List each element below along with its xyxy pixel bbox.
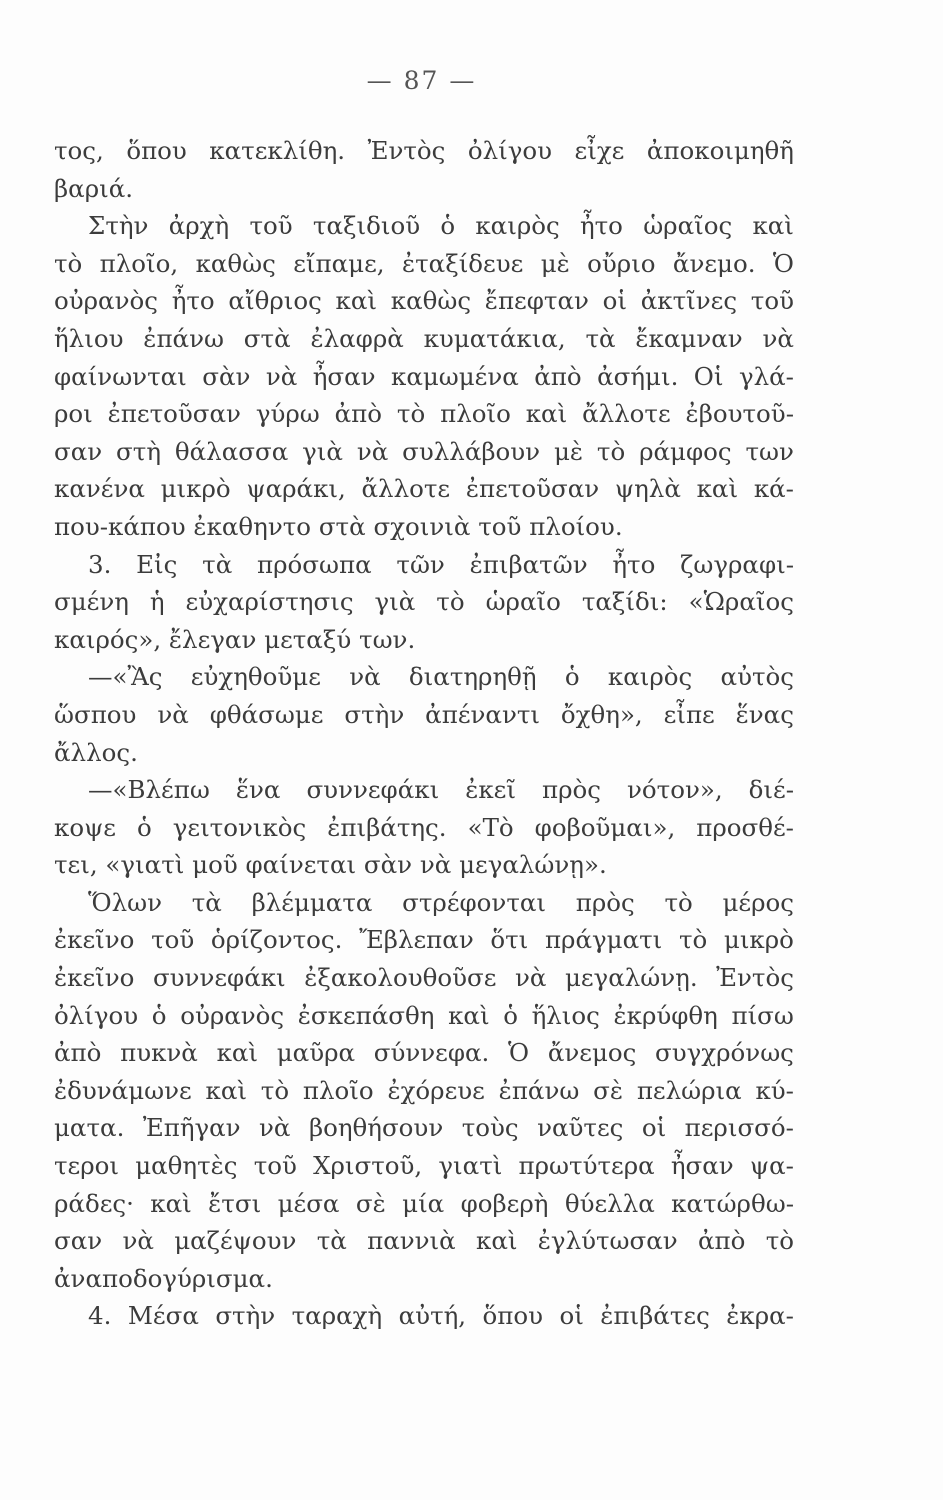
text-line: καιρός», ἔλεγαν μεταξύ των.	[54, 624, 416, 654]
text-line: κοψε ὁ γειτονικὸς ἐπιβάτης. «Τὸ φοβοῦμαι», προσθέ-	[54, 812, 794, 842]
text-line: ράδες· καὶ ἔτσι μέσα σὲ μία φοβερὴ θύελλα κατώρθω-	[54, 1188, 794, 1218]
text-line: —«Βλέπω ἕνα συννεφάκι ἐκεῖ πρὸς νότον», διέ-	[88, 775, 794, 805]
text-line: ὥσπου νὰ φθάσωμε στὴν ἀπέναντι ὄχθη», εἶπε ἕνας	[54, 699, 794, 729]
text-line: Στὴν ἀρχὴ τοῦ ταξιδιοῦ ὁ καιρὸς ἦτο ὡραῖος καὶ	[88, 211, 794, 241]
text-line: ἄλλος.	[54, 737, 138, 767]
text-line: ἐκεῖνο τοῦ ὁρίζοντος. Ἔβλεπαν ὅτι πράγματι τὸ μικρὸ	[54, 925, 794, 955]
text-line: τὸ πλοῖο, καθὼς εἴπαμε, ἐταξίδευε μὲ οὔριο ἄνεμο. Ὁ	[54, 248, 794, 278]
text-line: σαν στὴ θάλασσα γιὰ νὰ συλλάβουν μὲ τὸ ράμφος των	[54, 436, 794, 466]
text-line: 4. Μέσα στὴν ταραχὴ αὐτή, ὅπου οἱ ἐπιβάτες ἐκρα-	[88, 1301, 794, 1331]
text-line: τος, ὅπου κατεκλίθη. Ἐντὸς ὀλίγου εἶχε ἀποκοιμηθῆ	[54, 136, 794, 165]
text-line: τεροι μαθητὲς τοῦ Χριστοῦ, γιατὶ πρωτύτερα ἦσαν ψα-	[54, 1151, 794, 1181]
page-number: — 87 —	[366, 66, 477, 95]
text-line: που-κάπου ἐκαθηντο στὰ σχοινιὰ τοῦ πλοίου.	[54, 511, 623, 541]
text-line: ἐκεῖνο συννεφάκι ἐξακολουθοῦσε νὰ μεγαλώνῃ. Ἐντὸς	[54, 963, 794, 993]
text-line: φαίνωνται σὰν νὰ ἦσαν καμωμένα ἀπὸ ἀσήμι. Οἱ γλά-	[54, 361, 794, 391]
body-text	[54, 132, 794, 1335]
text-line: ὀλίγου ὁ οὐρανὸς ἐσκεπάσθη καὶ ὁ ἥλιος ἐκρύφθη πίσω	[54, 1000, 794, 1030]
text-line: Ὅλων τὰ βλέμματα στρέφονται πρὸς τὸ μέρος	[88, 887, 794, 917]
text-line: κανένα μικρὸ ψαράκι, ἄλλοτε ἐπετοῦσαν ψηλὰ καὶ κά-	[54, 474, 794, 504]
text-line: —«Ἂς εὐχηθοῦμε νὰ διατηρηθῇ ὁ καιρὸς αὐτὸς	[88, 662, 794, 692]
text-line: οὐρανὸς ἦτο αἴθριος καὶ καθὼς ἔπεφταν οἱ ἀκτῖνες τοῦ	[54, 286, 794, 316]
text-line: ροι ἐπετοῦσαν γύρω ἀπὸ τὸ πλοῖο καὶ ἄλλοτε ἐβουτοῦ-	[54, 399, 794, 429]
text-line: ματα. Ἐπῆγαν νὰ βοηθήσουν τοὺς ναῦτες οἱ περισσό-	[54, 1113, 794, 1143]
text-line: σαν νὰ μαζέψουν τὰ παννιὰ καὶ ἐγλύτωσαν ἀπὸ τὸ	[54, 1226, 794, 1256]
text-line: τει, «γιατὶ μοῦ φαίνεται σὰν νὰ μεγαλώνῃ».	[54, 850, 607, 880]
text-line: ἥλιου ἐπάνω στὰ ἐλαφρὰ κυματάκια, τὰ ἔκαμναν νὰ	[54, 323, 794, 353]
text-line: ἀναποδογύρισμα.	[54, 1263, 273, 1293]
text-line: βαριά.	[54, 173, 134, 203]
text-line: σμένη ἡ εὐχαρίστησις γιὰ τὸ ὡραῖο ταξίδι: «Ὡραῖος	[54, 587, 794, 617]
text-line: ἀπὸ πυκνὰ καὶ μαῦρα σύννεφα. Ὁ ἄνεμος συγχρόνως	[54, 1038, 794, 1068]
text-line: 3. Εἰς τὰ πρόσωπα τῶν ἐπιβατῶν ἦτο ζωγραφι-	[88, 549, 794, 579]
text-line: ἐδυνάμωνε καὶ τὸ πλοῖο ἐχόρευε ἐπάνω σὲ πελώρια κύ-	[54, 1075, 794, 1105]
